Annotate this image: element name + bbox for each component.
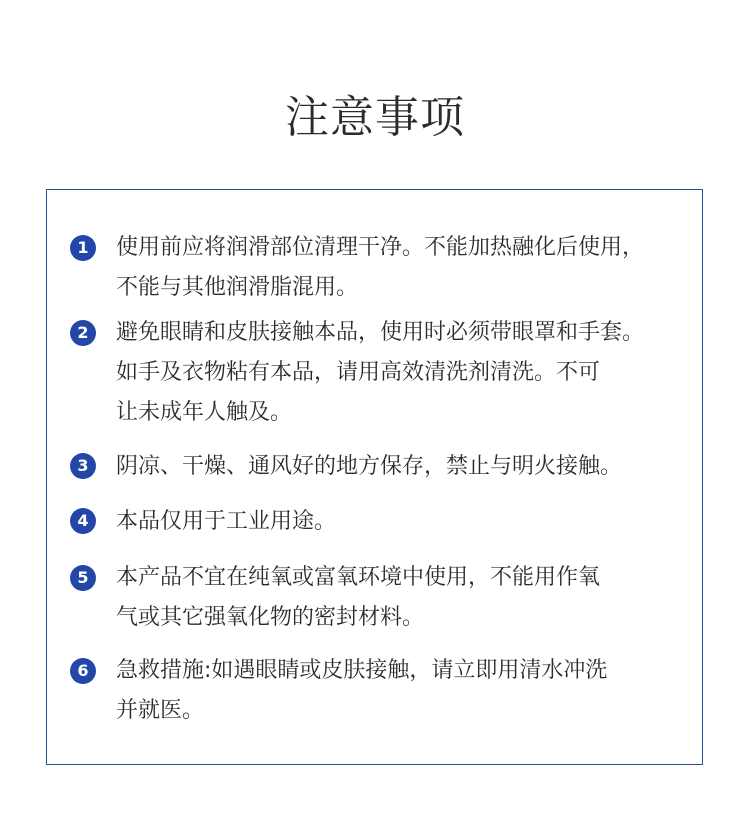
number-badge-6: 6 xyxy=(70,658,96,684)
notice-text-3: 阴凉、干燥、通风好的地方保存，禁止与明火接触。 xyxy=(116,454,623,479)
number-badge-4: 4 xyxy=(70,508,96,534)
number-badge-2: 2 xyxy=(70,320,96,346)
number-badge-1: 1 xyxy=(70,235,96,261)
notice-text-4: 本品仅用于工业用途。 xyxy=(116,509,337,534)
notice-text-2: 避免眼睛和皮肤接触本品，使用时必须带眼罩和手套。 如手及衣物粘有本品，请用高效清洗剂清洗。不可 让未成年人触及。 xyxy=(116,320,645,425)
page-title: 注意事项 xyxy=(285,92,465,143)
notice-text-5: 本产品不宜在纯氧或富氧环境中使用，不能用作氧 气或其它强氧化物的密封材料。 xyxy=(116,565,601,630)
notice-text-1: 使用前应将润滑部位清理干净。不能加热融化后使用， 不能与其他润滑脂混用。 xyxy=(116,235,645,300)
notice-text-6: 急救措施:如遇眼睛或皮肤接触，请立即用清水冲洗 并就医。 xyxy=(116,658,608,723)
notice-box xyxy=(46,189,703,765)
number-badge-5: 5 xyxy=(70,565,96,591)
number-badge-3: 3 xyxy=(70,453,96,479)
